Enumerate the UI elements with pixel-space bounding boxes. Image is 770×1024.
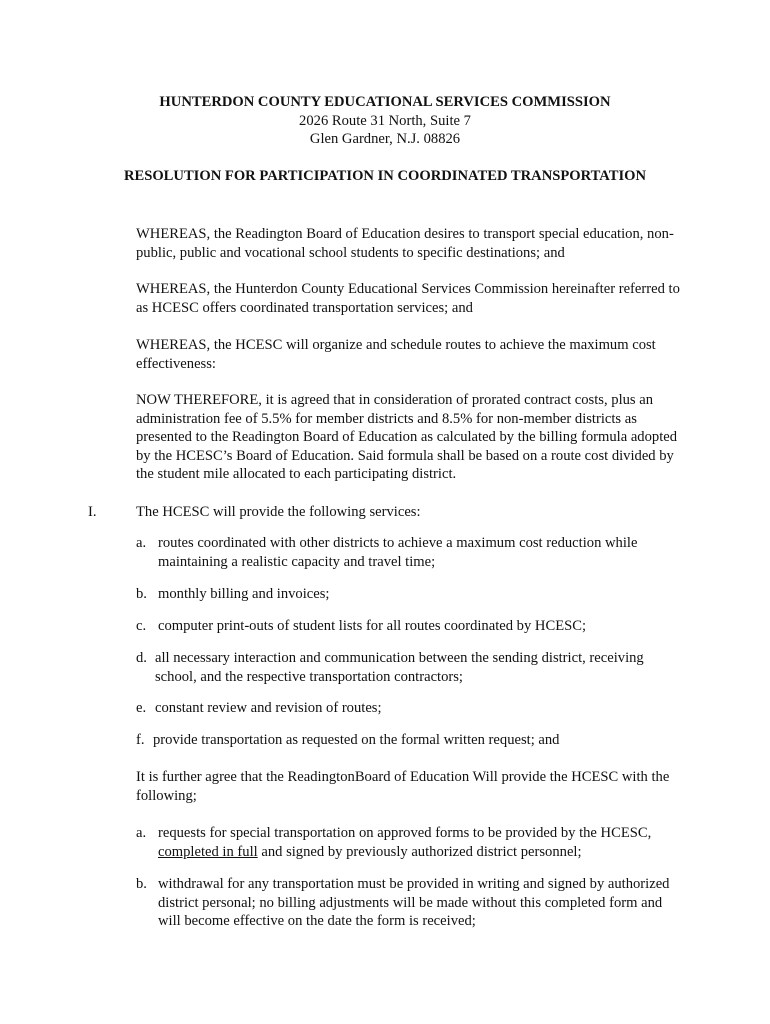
section-heading: The HCESC will provide the following services:	[136, 504, 421, 520]
whereas-paragraph-3: WHEREAS, the HCESC will organize and schedule routes to achieve the maximum cost effectiveness:	[136, 337, 656, 372]
list-item-text: monthly billing and invoices;	[158, 586, 330, 602]
further-agreement-paragraph: It is further agree that the ReadingtonBoard of Education Will provide the HCESC with the following;	[136, 769, 670, 804]
text-segment: requests for special transportation on approved forms to be provided by the HCESC,	[158, 825, 652, 841]
whereas-paragraph-2: WHEREAS, the Hunterdon County Educational Services Commission hereinafter referred to as HCESC offers coordinated transportation services; and	[136, 281, 680, 316]
list-item-text: withdrawal for any transportation must be provided in writing and signed by authorized district personal; no billing adjustments will be made without this completed form and will become effective on the date the form is received;	[158, 876, 670, 929]
list-item-text: routes coordinated with other districts to achieve a maximum cost reduction while maintaining a realistic capacity and travel time;	[158, 535, 638, 570]
list-item-letter: f.	[136, 732, 145, 748]
section-numeral: I.	[88, 504, 97, 520]
list-item-text: all necessary interaction and communication between the sending district, receiving school, and the respective transportation contractors;	[155, 650, 644, 685]
list-item-letter: e.	[136, 700, 147, 716]
list-item-text: provide transportation as requested on the formal written request; and	[153, 732, 560, 748]
list-item-letter: d.	[136, 650, 147, 666]
list-item-letter: a.	[136, 535, 147, 551]
list-item-letter: b.	[136, 876, 147, 892]
list-item-letter: c.	[136, 618, 147, 634]
address-line-1: 2026 Route 31 North, Suite 7	[299, 112, 471, 129]
list-item-letter: a.	[136, 825, 147, 841]
underlined-text: completed in full	[158, 843, 258, 860]
address-line-2: Glen Gardner, N.J. 08826	[309, 131, 461, 147]
letterhead	[0, 93, 770, 149]
list-item-text: constant review and revision of routes;	[155, 700, 382, 716]
now-therefore-paragraph: NOW THEREFORE, it is agreed that in consideration of prorated contract costs, plus an administration fee of 5.5% for member districts and 8.5% for non-member districts as presented to the Readington Board of Education as calculated by the billing formula adopted by the HCESC’s Board of Education. Said formula shall be based on a route cost divided by the student mile allocated to each participating district.	[136, 392, 678, 482]
text-segment: and signed by previously authorized district personnel;	[257, 843, 582, 860]
whereas-paragraph-1: WHEREAS, the Readington Board of Education desires to transport special education, non-public, public and vocational school students to specific destinations; and	[136, 226, 674, 261]
list-item-text	[158, 824, 681, 861]
organization-name: HUNTERDON COUNTY EDUCATIONAL SERVICES COMMISSION	[159, 94, 611, 110]
list-item-letter: b.	[136, 586, 147, 602]
resolution-title: RESOLUTION FOR PARTICIPATION IN COORDINATED TRANSPORTATION	[123, 168, 647, 184]
list-item-text: computer print-outs of student lists for all routes coordinated by HCESC;	[158, 618, 587, 634]
